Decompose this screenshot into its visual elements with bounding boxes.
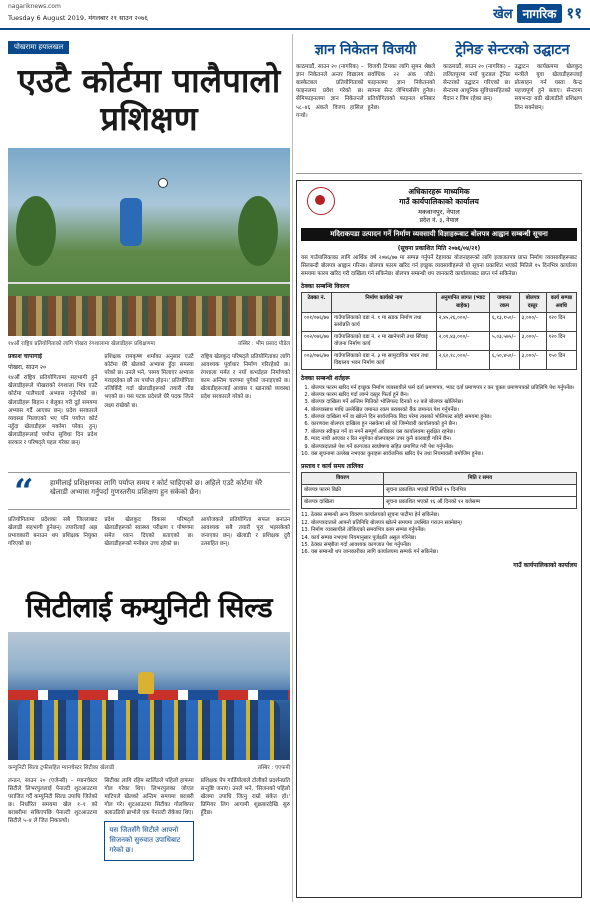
- list-item: 8. म्याद नाघी आएका र रित नपुगेका बोलपत्रहरू उपर कुनै कारबाही गरिने छैन।: [311, 436, 577, 443]
- lead-photo: [8, 148, 290, 336]
- second-photo: [8, 632, 290, 760]
- table-cell: १२० दिन: [546, 331, 576, 350]
- second-col-2: [104, 777, 193, 910]
- table-title: ठेक्का सम्बन्धि विवरण: [301, 283, 350, 291]
- second-col-1: लन्डन, साउन २० (एजेन्सी) – म्यानचेस्टर सिटीले लिभरपुललाई पेनाल्टी शुटआउटमा पराजित गर्दै कम्युनिटी सिल्ड उपाधि जितेको छ। निर्धारित समयमा खेल १–१ को बराबरीमा सकिएपछि पेनाल्टी शुटआउटमा सिटीले ५–४ ले जित निकाल्यो।: [8, 777, 98, 825]
- issue-date: Tuesday 6 August 2019, मंगलबार २१ साउन २०७६: [8, 14, 148, 22]
- tender-notice: [296, 180, 582, 898]
- masthead-right: [493, 3, 582, 23]
- story-training: [443, 34, 582, 173]
- body-text: काठमाडौं, साउन २० (नागरिक) – ललितपुरमा नयाँ फुटबल ट्रेनिङ सेन्टरको उद्घाटन गरिएको छ। सेन्टरमा आधुनिक सुविधासहितको मैदान र जिम रहेका छन्।: [443, 64, 511, 103]
- table-header-row: [302, 473, 577, 485]
- quote-text: हामीलाई प्रशिक्षणका लागि पर्याप्त समय र कोर्ट चाहिएको छ। अहिले एउटै कोर्टमा धेरै खेलाडी अभ्यास गर्नुपर्दा गुणस्तरीय प्रशिक्षण हुन सकेको छैन।: [50, 478, 263, 497]
- second-headline[interactable]: सिटीलाई कम्युनिटी सिल्ड: [25, 590, 273, 624]
- list-item: 5. बोलपत्र दाखिला गर्ने वा खोल्ने दिन सार्वजनिक बिदा परेमा त्यसको भोलिपल्ट सोही समयमा हुनेछ।: [311, 414, 577, 421]
- lead-photo-caption: [8, 339, 290, 347]
- table-cell: ३,०००/–: [519, 312, 546, 331]
- table-header-row: [302, 293, 577, 312]
- left-column: [8, 34, 290, 910]
- list-item: 1. बोलपत्र फारम खरिद गर्न इच्छुक निर्माण व्यवसायीले फर्म दर्ता प्रमाणपत्र, भ्याट दर्ता प्रमाणपत्र र कर चुक्ता प्रमाणपत्रको प्रतिलिपि पेश गर्नुपर्नेछ।: [311, 385, 577, 392]
- government-seal-icon: [307, 187, 335, 215]
- lead-col-3: [201, 353, 290, 468]
- notice-footer: गाउँ कार्यपालिकाको कार्यालय: [513, 561, 577, 569]
- column-divider: [292, 34, 293, 902]
- col-header: बोलपत्र दस्तुर: [519, 293, 546, 312]
- org-location: मकवानपुर, नेपाल: [418, 208, 460, 216]
- fence-shape: [8, 282, 290, 284]
- conditions-list-2: [301, 512, 577, 556]
- schedule-title: प्रस्ताव र कार्य समय तालिका: [301, 463, 364, 471]
- body-text: प्रशिक्षक रामकृष्ण शर्माका अनुसार एउटै कोर्टमा धेरै खेलको अभ्यास हुँदा समस्या परेको छ। उनले भने, 'समय मिलाएर अभ्यास गराइरहेका छौं तर पर्याप्त होइन।' प्रतियोगिता नजिकिँदै गर्दा खेलाडीहरूको तयारी तीव्र भएको छ। यस पटक प्रदेशले धेरै पदक जित्ने लक्ष्य राखेको छ।: [104, 353, 194, 409]
- table-cell: ००२/०७६/७७: [302, 331, 332, 350]
- list-item: 9. बोलपत्रदाताले पेश गर्ने कागजात स्वघोषणा सहित प्रमाणित गरी पेश गर्नुपर्नेछ।: [311, 444, 577, 451]
- quote-mark-icon: “: [14, 471, 34, 512]
- lead-headline[interactable]: एउटै कोर्टमा पालैपालो प्रशिक्षण: [17, 61, 281, 138]
- contract-table: [301, 292, 577, 369]
- pull-quote: [8, 472, 290, 510]
- table-cell: सूचना प्रकाशित भएको मितिले १५ दिनभित्र: [384, 485, 577, 497]
- table-cell: २,६०,१८,०००/–: [436, 350, 489, 369]
- list-item: 13. निर्माण व्यवसायीले तोकिएको समयभित्र काम सम्पन्न गर्नुपर्नेछ।: [311, 527, 577, 534]
- table-cell: ००१/०७६/७७: [302, 312, 332, 331]
- table-cell: २,४५,२६,०००/–: [436, 312, 489, 331]
- table-cell: ००३/०७६/७७: [302, 350, 332, 369]
- col-header: विवरण: [302, 473, 384, 485]
- table-cell: ५,०३,५७५/–: [490, 331, 520, 350]
- body-text: सिटीका लागि रहिम स्टर्लिङले पहिलो हाफमा गोल गरेका थिए। लिभरपुलका जोएल माटिपले खेलको अन्तिम समयमा बराबरी गोल गरे। शुटआउटमा सिटीका गोलकिपर क्लाउडियो ब्राभोले एक पेनाल्टी रोकेका थिए।: [104, 777, 194, 817]
- table-cell: गाउँपालिकाको वडा नं. ३ मा सामुदायिक भवन तथा विद्यालय भवन निर्माण कार्य: [332, 350, 437, 369]
- table-cell: ३,०००/–: [519, 350, 546, 369]
- org-name: अधिकारहरू माध्यमिक: [408, 187, 470, 196]
- second-col-3: प्रशिक्षक पेप गार्डियोलाले टोलीको प्रदर्शनप्रति सन्तुष्टि जनाए। उनले भने, 'सिजनको पहिलो खेलमा उपाधि जित्नु राम्रो संकेत हो।' प्रिमियर लिग आगामी शुक्रबारदेखि सुरु हुँदैछ।: [200, 777, 290, 817]
- lead-col-1: [8, 353, 97, 468]
- second-photo-caption: [8, 763, 290, 771]
- tree-shape: [16, 196, 56, 266]
- table-cell: गाउँपालिकाको वडा नं. १ मा सडक निर्माण तथा स्तरोन्नति कार्य: [332, 312, 437, 331]
- col-header: कार्य सम्पन्न अवधि: [546, 293, 576, 312]
- body-text: राष्ट्रिय खेलकुद परिषद्ले प्रतियोगिताका लागि आवश्यक पूर्वाधार निर्माण गरिरहेको छ। रंगशाला मर्मत र नयाँ कभर्डहल निर्माणको काम अन्तिम चरणमा पुगेको जनाइएको छ। खेलाडीहरूलाई आवास र खानाको व्यवस्था प्रदेश सरकारले गरेको छ।: [200, 353, 290, 401]
- table-row: [302, 350, 577, 369]
- table-row: [302, 485, 577, 497]
- list-item: 16. यस सम्बन्धी थप जानकारीका लागि कार्यालयमा सम्पर्क गर्न सकिनेछ।: [311, 549, 577, 556]
- lead-col-5: प्रदेश खेलकुद विकास परिषद्ले खेलाडीहरूको स्वास्थ्य परीक्षण र पोषणमा समेत ध्यान दिएको बताएको छ। खेलाडीहरूको मनोबल उच्च रहेको छ।: [104, 516, 194, 548]
- table-cell: बोलपत्र फारम बिक्री: [302, 485, 384, 497]
- table-cell: १५० दिन: [546, 350, 576, 369]
- crowd-shape: [8, 296, 290, 336]
- lead-col-2: [104, 353, 193, 468]
- schedule-table: [301, 472, 577, 509]
- site-url[interactable]: nagariknews.com: [8, 3, 61, 10]
- list-item: 11. ठेक्का सम्बन्धी अन्य विवरण कार्यालयको सूचना पाटीमा हेर्न सकिनेछ।: [311, 512, 577, 519]
- masthead: [0, 0, 590, 30]
- table-cell: ६,१३,१५०/–: [490, 312, 520, 331]
- dateline: पोखरा, साउन २०: [8, 363, 47, 371]
- page-number: ११: [566, 4, 582, 22]
- conditions-list: [301, 385, 577, 459]
- lead-body: [8, 353, 290, 468]
- section-name: खेल: [493, 7, 513, 22]
- body-text: विजयी टिमका लागि सुमन श्रेष्ठले सर्वाधिक २२ अंक जोडे। फाइनलमा ज्ञान निकेतनको सामना सेन्ट जेभियर्ससँग हुनेछ। प्रतियोगिताको फाइनल शनिबार हुनेछ।: [367, 64, 435, 111]
- notice-header: [301, 185, 577, 224]
- caption-text: कम्युनिटी सिल्ड ट्रफीसहित म्यानचेस्टर सिटीका खेलाडी: [8, 764, 115, 771]
- story-headline[interactable]: ट्रेनिङ सेन्टरको उद्घाटन: [455, 42, 570, 58]
- col-header: ठेक्का नं.: [302, 293, 332, 312]
- notice-title: मदिराकपडा उत्पादन गर्ने निर्माण व्यवसायी विज्ञाहरूबाट बोलपत्र आह्वान सम्बन्धी सूचना: [301, 228, 577, 241]
- story-tag: पोखरामा हयालखल: [8, 41, 69, 54]
- table-row: [302, 312, 577, 331]
- right-column: [296, 34, 582, 898]
- table-cell: सूचना प्रकाशित भएको १६ औं दिनको १२ बजेसम्म: [384, 497, 577, 509]
- col-header: जमानत रकम: [490, 293, 520, 312]
- caption-text: १४औं राष्ट्रिय प्रतियोगिताको लागि पोखरा रंगशालामा खेलाडीहरू प्रशिक्षणमा: [8, 340, 156, 347]
- lead-col-4: प्रतियोगितामा प्रदेशका सबै जिल्लाबाट खेलाडी सहभागी हुनेछन्। तयारीलाई अझ प्रभावकारी बनाउन थप प्रशिक्षक नियुक्त गरिएको छ।: [8, 516, 98, 548]
- byline: प्रकाश चापागाई: [8, 352, 42, 360]
- pull-box: यस जितसँगै सिटीले आफ्नो सिजनको सुरुवात उपाधिबाट गरेको छ।: [104, 821, 193, 860]
- org-office: गाउँ कार्यपालिकाको कार्यालय: [399, 197, 479, 206]
- ball-shape: [158, 178, 168, 188]
- table-cell: २,०१,४३,०००/–: [436, 331, 489, 350]
- list-item: 3. बोलपत्र दाखिला गर्ने अन्तिम मितिको भोलिपल्ट दिनको १२ बजे बोलपत्र खोलिनेछ।: [311, 399, 577, 406]
- story-gyan: [296, 34, 435, 173]
- col-header: मिति र समय: [384, 473, 577, 485]
- list-item: 12. बोलपत्रदाताले आफ्नो प्रतिनिधि बोलपत्र खोल्ने समयमा उपस्थित गराउन सक्नेछन्।: [311, 520, 577, 527]
- org-province: प्रदेश नं. ३, नेपाल: [419, 217, 459, 224]
- list-item: 4. बोलपत्रसाथ माथि उल्लेखित जमानत रकम बराबरको बैंक जमानत पेश गर्नुपर्नेछ।: [311, 407, 577, 414]
- table-cell: ६,५०,४५०/–: [490, 350, 520, 369]
- table-cell: १२० दिन: [546, 312, 576, 331]
- top-stories: [296, 34, 582, 174]
- list-item: 6. कारणवश बोलपत्र दाखिला हुन नसकेमा सो को जिम्मेवारी कार्यालयको हुने छैन।: [311, 421, 577, 428]
- photo-credit: तस्बिर : एएफपी: [257, 764, 290, 771]
- brand-logo: नागरिक: [517, 4, 563, 23]
- player-figure: [120, 198, 142, 246]
- team-shape: [18, 700, 280, 760]
- conditions-title: ठेक्का सम्बन्धी शर्तहरू: [301, 374, 350, 382]
- lead-col-6: आयोजकले प्रतियोगिता सफल बनाउन आवश्यक सबै तयारी पूरा भइसकेको जनाएका छन्। खेलाडी र प्रशिक्षक दुवै उत्साहित छन्।: [200, 516, 290, 548]
- list-item: 14. कार्य सम्पन्न नभएमा नियमानुसार पुर्जक्षति असुल गरिनेछ।: [311, 535, 577, 542]
- table-row: [302, 331, 577, 350]
- story-headline[interactable]: ज्ञान निकेतन विजयी: [314, 42, 417, 58]
- table-cell: बोलपत्र दाखिला: [302, 497, 384, 509]
- photo-credit: तस्बिर : भीम प्रसाद पौडेल: [238, 340, 290, 347]
- table-row: [302, 497, 577, 509]
- table-cell: गाउँपालिकाको वडा नं. २ मा खानेपानी तथा सिँचाइ योजना निर्माण कार्य: [332, 331, 437, 350]
- body-text: काठमाडौं, साउन २० (नागरिक) – ज्ञान निकेतनले अन्तर विद्यालय बास्केटबल प्रतियोगिताको फाइनलमा प्रवेश गरेको छ। सेमिफाइनलमा ज्ञान निकेतनले ५८–४६ अंकले विजय हासिल गर्‍यो।: [296, 64, 364, 119]
- lead-body-2: [8, 516, 290, 578]
- col-header: अनुमानित लागत (भ्याट बाहेक): [436, 293, 489, 312]
- second-body: [8, 777, 290, 910]
- notice-ref: (सूचना प्रकाशित मिति २०७६/०४/२१): [397, 245, 481, 252]
- trophy-icon: [138, 672, 154, 694]
- body-text: १४औं राष्ट्रिय प्रतियोगितामा सहभागी हुने खेलाडीहरूले पोखराको रंगशाला भित्र एउटै कोर्टमा पालैपालो अभ्यास गर्नुपरेको छ। खेलाडीहरू बिहान र बेलुका गरी दुई समयमा अभ्यास गर्दै आएका छन्। प्रदेश सरकारले व्यवस्था मिलाएको भए पनि पर्याप्त कोर्ट नहुँदा खेलाडीहरू मर्कामा परेका हुन्। खेलाडीहरूलाई पर्याप्त सुविधा दिन प्रदेश सरकार र परिषद्ले पहल गरेका छन्।: [8, 375, 98, 447]
- list-item: 2. बोलपत्र फारम खरिद गर्दा लाग्ने दस्तुर फिर्ता हुने छैन।: [311, 392, 577, 399]
- list-item: 15. ठेक्का सम्झौता गर्दा आवश्यक कागजात पेश गर्नुपर्नेछ।: [311, 542, 577, 549]
- notice-intro: यस गाउँपालिकाका लागि आर्थिक वर्ष २०७६/७७ मा सम्पन्न गर्नुपर्ने देहायका योजनाहरूको लागि इजाजतपत्र प्राप्त निर्माण व्यवसायीहरूबाट सिलबन्दी बोलपत्र आह्वान गरिन्छ। बोलपत्र फारम खरिद गर्न इच्छुक व्यवसायीहरूले यो सूचना प्रकाशित भएको मितिले १५ दिनभित्र कार्यालय समयमा फारम खरिद गरी दाखिला गर्न सकिनेछ। बोलपत्र सम्बन्धी थप जानकारी कार्यालयबाट प्राप्त गर्न सकिनेछ।: [301, 255, 577, 277]
- col-header: निर्माण कार्यको नाम: [332, 293, 437, 312]
- list-item: 10. यस सूचनामा उल्लेख नभएका कुराहरू सार्वजनिक खरिद ऐन तथा नियमावली बमोजिम हुनेछ।: [311, 451, 577, 458]
- table-cell: ३,०००/–: [519, 331, 546, 350]
- body-text: उद्घाटन कार्यक्रममा खेलकुद मन्त्रीले युवा खेलाडीहरूलाई प्रोत्साहन गर्न यस्ता केन्द्र महत्त्वपूर्ण हुने बताए। सेन्टरमा सयभन्दा बढी खेलाडीले प्रशिक्षण लिन सक्नेछन्।: [514, 64, 582, 111]
- tree-shape: [238, 196, 278, 266]
- list-item: 7. बोलपत्र स्वीकृत गर्ने वा नगर्ने सम्पूर्ण अधिकार यस कार्यालयमा सुरक्षित रहनेछ।: [311, 429, 577, 436]
